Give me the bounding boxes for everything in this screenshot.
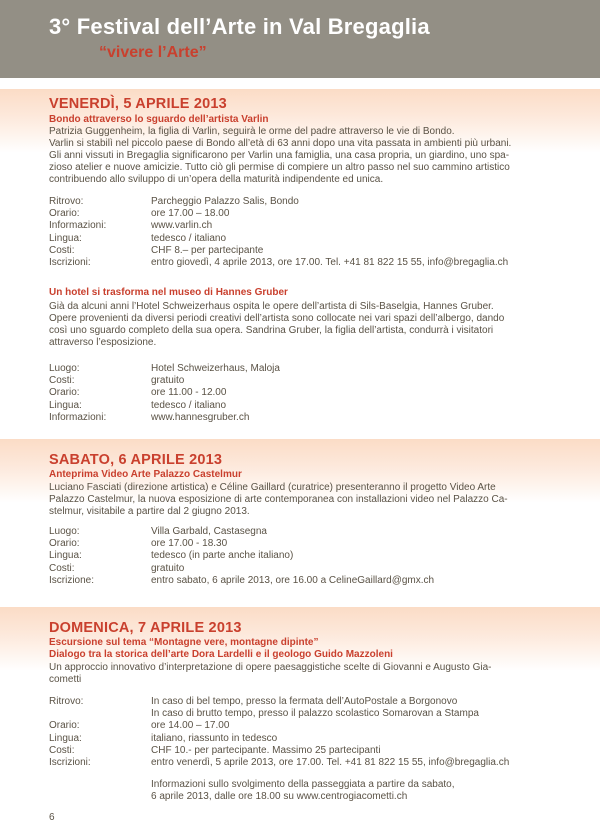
event-info	[49, 696, 559, 769]
info-value: CHF 8.– per partecipante	[151, 244, 264, 256]
description-line: Luciano Fasciati (direzione artistica) e Céline Gaillard (curatrice) presenteranno il progetto Video Arte	[49, 482, 496, 493]
info-label: Lingua:	[49, 399, 82, 411]
event-title: Un hotel si trasforma nel museo di Hannes Gruber	[49, 287, 288, 298]
event-description	[49, 662, 557, 686]
info-row	[49, 745, 559, 757]
info-label: Lingua:	[49, 732, 82, 744]
info-row	[49, 208, 559, 220]
info-label: Luogo:	[49, 363, 80, 374]
info-value: Villa Garbald, Castasegna	[151, 526, 267, 537]
info-label: Costi:	[49, 375, 75, 387]
info-row	[49, 400, 559, 412]
info-row	[49, 196, 559, 208]
event-description	[49, 126, 557, 186]
info-row	[49, 526, 559, 538]
page-subtitle: “vivere l’Arte”	[99, 44, 207, 61]
info-value: Hotel Schweizerhaus, Maloja	[151, 363, 280, 374]
info-value: italiano, riassunto in tedesco	[151, 732, 278, 744]
info-value: ore 14.00 – 17.00	[151, 720, 230, 732]
event-title: Bondo attraverso lo sguardo dell’artista Varlin	[49, 114, 269, 125]
event-info	[49, 196, 559, 269]
section-date: SABATO, 6 APRILE 2013	[49, 452, 223, 468]
info-row	[49, 412, 559, 424]
info-row	[49, 696, 559, 708]
info-row	[49, 550, 559, 562]
info-label: Lingua:	[49, 550, 82, 562]
info-value: tedesco (in parte anche italiano)	[151, 550, 294, 562]
description-line: Patrizia Guggenheim, la figlia di Varlin, seguirà le orme del padre attraverso le vie di Bondo.	[49, 126, 455, 137]
event-title: Anteprima Video Arte Palazzo Castelmur	[49, 469, 242, 480]
info-value: tedesco / italiano	[151, 232, 227, 244]
description-line: così uno sguardo completo della sua opera. Sandrina Gruber, la figlia dell’artista, condurrà i visitatori	[49, 325, 494, 336]
section-saturday	[0, 439, 600, 604]
info-value: ore 11.00 - 12.00	[151, 387, 227, 399]
info-value: www.varlin.ch	[151, 220, 213, 232]
info-value: entro giovedì, 4 aprile 2013, ore 17.00. Tel. +41 81 822 15 55, info@bregaglia.ch	[151, 256, 509, 268]
note-text: Informazioni sullo svolgimento della passeggiata a partire da sabato,	[151, 779, 455, 790]
info-value: In caso di bel tempo, presso la fermata dell’AutoPostale a Borgonovo	[151, 696, 458, 707]
event-description	[49, 482, 557, 518]
info-label: Orario:	[49, 387, 80, 399]
info-value: In caso di brutto tempo, presso il palazzo scolastico Somarovan a Stampa	[151, 708, 479, 720]
event-title: Escursione sul tema “Montagne vere, montagne dipinte”	[49, 637, 319, 648]
event-info	[49, 363, 559, 424]
note-line	[49, 791, 559, 803]
description-line: cometti	[49, 674, 82, 685]
info-row	[49, 708, 559, 720]
info-row	[49, 538, 559, 550]
info-row	[49, 363, 559, 375]
info-label: Iscrizioni:	[49, 256, 91, 268]
note-line	[49, 779, 559, 791]
description-line: zioso atelier e nuove amicizie. Tutto ciò gli permise di compiere un altro passo nel suo cammino artistico	[49, 162, 510, 173]
info-value: tedesco / italiano	[151, 399, 227, 411]
description-line: Già da alcuni anni l’Hotel Schweizerhaus ospita le opere dell’artista di Sils-Baselgia, Hannes Gruber.	[49, 301, 494, 312]
info-value: entro sabato, 6 aprile 2013, ore 16.00 a CelineGaillard@gmx.ch	[151, 574, 435, 586]
info-label: Lingua:	[49, 232, 82, 244]
description-line: stelmur, visitabile a partire dal 2 giugno 2013.	[49, 506, 250, 517]
description-line: contribuendo allo sviluppo di un’opera della maturità indipendente ed unica.	[49, 174, 384, 185]
event-info	[49, 526, 559, 587]
info-label: Ritrovo:	[49, 696, 84, 707]
info-value: entro venerdì, 5 aprile 2013, ore 17.00. Tel. +41 81 822 15 55, info@bregaglia.ch	[151, 756, 510, 768]
info-row	[49, 387, 559, 399]
info-value: Parcheggio Palazzo Salis, Bondo	[151, 196, 299, 207]
info-label: Informazioni:	[49, 411, 107, 423]
info-value: gratuito	[151, 375, 185, 387]
info-row	[49, 563, 559, 575]
info-value: CHF 10.- per partecipante. Massimo 25 partecipanti	[151, 744, 381, 756]
info-label: Ritrovo:	[49, 196, 84, 207]
info-label: Luogo:	[49, 526, 80, 537]
info-label: Orario:	[49, 720, 80, 732]
description-line: Opere provenienti da diversi periodi creativi dell’artista sono collocate nei vari spazi dell’albergo, dando	[49, 313, 505, 324]
info-row	[49, 233, 559, 245]
event-subtitle: Dialogo tra la storica dell’arte Dora Lardelli e il geologo Guido Mazzoleni	[49, 649, 393, 660]
section-date: VENERDÌ, 5 APRILE 2013	[49, 96, 227, 112]
info-row	[49, 375, 559, 387]
info-value: ore 17.00 – 18.00	[151, 208, 230, 220]
header-banner	[0, 0, 600, 78]
info-row	[49, 575, 559, 587]
event-note	[49, 779, 559, 803]
info-row	[49, 757, 559, 769]
info-label: Costi:	[49, 562, 75, 574]
info-value: ore 17.00 - 18.30	[151, 538, 228, 550]
info-value: www.hannesgruber.ch	[151, 411, 250, 423]
info-label: Costi:	[49, 744, 75, 756]
page-title: 3° Festival dell’Arte in Val Bregaglia	[49, 14, 430, 39]
info-label: Orario:	[49, 208, 80, 220]
description-line: attraverso l’esposizione.	[49, 337, 157, 348]
description-line: Palazzo Castelmur, la nuova esposizione di arte contemporanea con installazioni video nel Palazzo Ca-	[49, 494, 508, 505]
info-label: Costi:	[49, 244, 75, 256]
event-description	[49, 301, 557, 349]
info-row	[49, 220, 559, 232]
info-label: Informazioni:	[49, 220, 107, 232]
section-date: DOMENICA, 7 APRILE 2013	[49, 620, 242, 636]
info-row	[49, 733, 559, 745]
page-number: 6	[49, 812, 55, 823]
section-friday	[0, 89, 600, 436]
section-sunday	[0, 607, 600, 807]
info-label: Orario:	[49, 538, 80, 550]
description-line: Varlin si stabilì nel piccolo paese di Bondo all’età di 63 anni dopo una vita passata in ambienti più urbani.	[49, 138, 512, 149]
description-line: Un approccio innovativo d’interpretazione di opere paesaggistiche scelte di Giovanni e Augusto Gia-	[49, 662, 492, 673]
info-label: Iscrizioni:	[49, 756, 91, 768]
description-line: Gli anni vissuti in Bregaglia significarono per Varlin una famiglia, una casa propria, un giardino, uno spa-	[49, 150, 510, 161]
info-row	[49, 720, 559, 732]
info-value: gratuito	[151, 562, 185, 574]
info-label: Iscrizione:	[49, 574, 95, 586]
info-row	[49, 257, 559, 269]
note-text: 6 aprile 2013, dalle ore 18.00 su www.centrogiacometti.ch	[151, 791, 408, 803]
info-row	[49, 245, 559, 257]
